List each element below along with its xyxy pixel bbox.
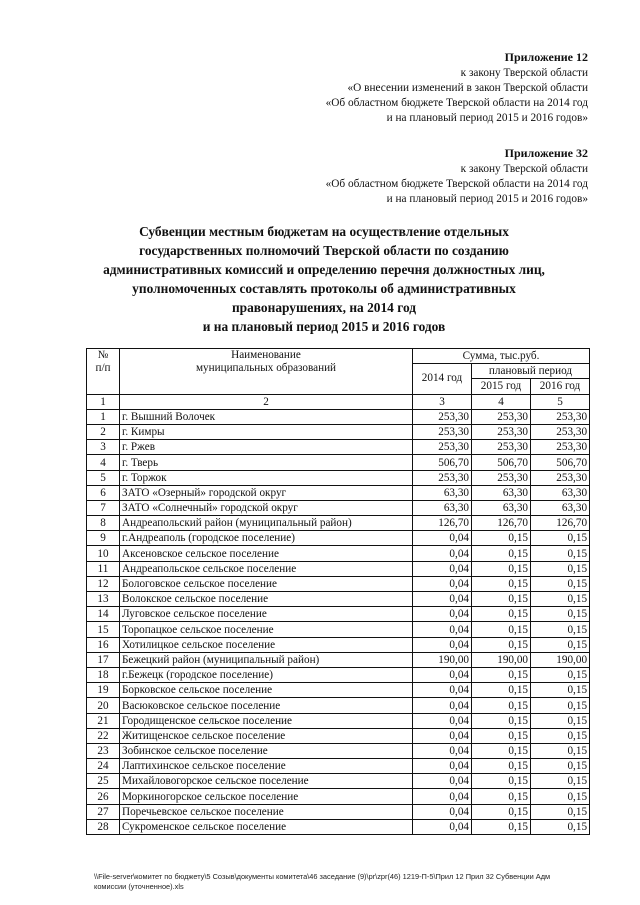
amount-2016: 0,15 — [531, 561, 590, 576]
amount-2016: 0,15 — [531, 622, 590, 637]
amount-2016: 0,15 — [531, 667, 590, 682]
amount-2016: 253,30 — [531, 409, 590, 424]
table-row — [87, 485, 590, 500]
row-number: 26 — [87, 789, 120, 804]
municipality-name: Васюковское сельское поселение — [120, 698, 413, 713]
amount-2014: 0,04 — [413, 561, 472, 576]
amount-2014: 0,04 — [413, 759, 472, 774]
municipality-name: Андреапольский район (муниципальный район) — [120, 516, 413, 531]
amount-2014: 0,04 — [413, 728, 472, 743]
amount-2016: 0,15 — [531, 531, 590, 546]
table-row — [87, 637, 590, 652]
amount-2016: 0,15 — [531, 743, 590, 758]
row-number: 13 — [87, 592, 120, 607]
row-number: 11 — [87, 561, 120, 576]
amount-2014: 253,30 — [413, 424, 472, 439]
table-row — [87, 424, 590, 439]
table-row — [87, 804, 590, 819]
header-planned-period: плановый период — [472, 364, 590, 379]
row-number: 23 — [87, 743, 120, 758]
amount-2015: 253,30 — [472, 470, 531, 485]
amount-2016: 63,30 — [531, 485, 590, 500]
amount-2014: 0,04 — [413, 774, 472, 789]
row-number: 3 — [87, 440, 120, 455]
amount-2016: 190,00 — [531, 652, 590, 667]
amount-2015: 0,15 — [472, 546, 531, 561]
amount-2015: 0,15 — [472, 607, 531, 622]
table-row — [87, 531, 590, 546]
municipality-name: г.Бежецк (городское поселение) — [120, 667, 413, 682]
amount-2016: 506,70 — [531, 455, 590, 470]
municipality-name: Луговское сельское поселение — [120, 607, 413, 622]
table-row — [87, 774, 590, 789]
amount-2016: 0,15 — [531, 576, 590, 591]
amount-2014: 0,04 — [413, 713, 472, 728]
municipality-name: Моркиногорское сельское поселение — [120, 789, 413, 804]
table-row — [87, 759, 590, 774]
table-row — [87, 683, 590, 698]
amount-2015: 0,15 — [472, 667, 531, 682]
amount-2016: 0,15 — [531, 607, 590, 622]
row-number: 21 — [87, 713, 120, 728]
row-number: 8 — [87, 516, 120, 531]
municipality-name: Сукроменское сельское поселение — [120, 819, 413, 834]
document-title — [88, 222, 560, 336]
municipality-name: Житищенское сельское поселение — [120, 728, 413, 743]
municipality-name: г. Тверь — [120, 455, 413, 470]
amount-2014: 0,04 — [413, 531, 472, 546]
appendix-32-heading: Приложение 32 — [504, 146, 588, 160]
amount-2015: 253,30 — [472, 424, 531, 439]
column-number: 5 — [531, 394, 590, 409]
amount-2016: 0,15 — [531, 804, 590, 819]
row-number: 28 — [87, 819, 120, 834]
municipality-name: г. Ржев — [120, 440, 413, 455]
amount-2014: 63,30 — [413, 485, 472, 500]
header-municipality-line2: муниципальных образований — [195, 362, 337, 374]
amount-2014: 190,00 — [413, 652, 472, 667]
amount-2014: 0,04 — [413, 667, 472, 682]
table-row — [87, 789, 590, 804]
row-number: 5 — [87, 470, 120, 485]
amount-2014: 0,04 — [413, 622, 472, 637]
amount-2016: 126,70 — [531, 516, 590, 531]
row-number: 7 — [87, 500, 120, 515]
amount-2014: 0,04 — [413, 743, 472, 758]
amount-2015: 63,30 — [472, 485, 531, 500]
row-number: 4 — [87, 455, 120, 470]
municipality-name: г. Кимры — [120, 424, 413, 439]
header-sum: Сумма, тыс.руб. — [413, 349, 590, 364]
row-number: 15 — [87, 622, 120, 637]
column-number: 2 — [120, 394, 413, 409]
amount-2014: 0,04 — [413, 546, 472, 561]
table-row — [87, 409, 590, 424]
amount-2016: 0,15 — [531, 637, 590, 652]
amount-2016: 253,30 — [531, 440, 590, 455]
amount-2016: 0,15 — [531, 713, 590, 728]
row-number: 12 — [87, 576, 120, 591]
table-row — [87, 470, 590, 485]
amount-2015: 0,15 — [472, 759, 531, 774]
municipality-name: г. Торжок — [120, 470, 413, 485]
amount-2016: 0,15 — [531, 698, 590, 713]
amount-2016: 0,15 — [531, 789, 590, 804]
municipality-name: Борковское сельское поселение — [120, 683, 413, 698]
amount-2014: 0,04 — [413, 683, 472, 698]
table-row — [87, 819, 590, 834]
row-number: 2 — [87, 424, 120, 439]
municipality-name: Аксеновское сельское поселение — [120, 546, 413, 561]
amount-2016: 0,15 — [531, 592, 590, 607]
table-row — [87, 576, 590, 591]
table-row — [87, 440, 590, 455]
title-line: административных комиссий и определению перечня должностных лиц, — [103, 262, 545, 277]
amount-2015: 0,15 — [472, 743, 531, 758]
row-number: 18 — [87, 667, 120, 682]
amount-2014: 253,30 — [413, 409, 472, 424]
amount-2015: 190,00 — [472, 652, 531, 667]
amount-2015: 0,15 — [472, 622, 531, 637]
column-number: 3 — [413, 394, 472, 409]
amount-2016: 0,15 — [531, 819, 590, 834]
amount-2015: 253,30 — [472, 409, 531, 424]
row-number: 9 — [87, 531, 120, 546]
amount-2015: 0,15 — [472, 576, 531, 591]
municipality-name: Волокское сельское поселение — [120, 592, 413, 607]
municipality-name: Городищенское сельское поселение — [120, 713, 413, 728]
amount-2015: 0,15 — [472, 774, 531, 789]
table-row — [87, 516, 590, 531]
amount-2015: 0,15 — [472, 637, 531, 652]
municipality-name: Бежецкий район (муниципальный район) — [120, 652, 413, 667]
amount-2015: 0,15 — [472, 592, 531, 607]
amount-2016: 253,30 — [531, 424, 590, 439]
amount-2015: 0,15 — [472, 804, 531, 819]
table-row — [87, 561, 590, 576]
header-2014: 2014 год — [413, 364, 472, 394]
municipality-name: Торопацкое сельское поселение — [120, 622, 413, 637]
amount-2015: 63,30 — [472, 500, 531, 515]
header-number — [87, 349, 120, 395]
municipality-name: Андреапольское сельское поселение — [120, 561, 413, 576]
municipality-name: ЗАТО «Солнечный» городской округ — [120, 500, 413, 515]
amount-2014: 0,04 — [413, 592, 472, 607]
title-line: государственных полномочий Тверской области по созданию — [139, 243, 509, 258]
amount-2014: 0,04 — [413, 576, 472, 591]
title-line: и на плановый период 2015 и 2016 годов — [202, 319, 446, 334]
table-row — [87, 652, 590, 667]
amount-2014: 63,30 — [413, 500, 472, 515]
row-number: 1 — [87, 409, 120, 424]
header-2016: 2016 год — [531, 379, 590, 394]
appendix-32-line: к закону Тверской области — [460, 163, 588, 175]
table-row — [87, 592, 590, 607]
row-number: 19 — [87, 683, 120, 698]
amount-2015: 0,15 — [472, 683, 531, 698]
amount-2014: 253,30 — [413, 470, 472, 485]
appendix-12-caption — [326, 50, 588, 126]
appendix-12-line: и на плановый период 2015 и 2016 годов» — [386, 112, 588, 124]
appendix-32-line: «Об областном бюджете Тверской области на 2014 год — [325, 178, 588, 190]
amount-2016: 0,15 — [531, 546, 590, 561]
municipality-name: Лаптихинское сельское поселение — [120, 759, 413, 774]
title-line: уполномоченных составлять протоколы об административных — [132, 281, 516, 296]
table-row — [87, 667, 590, 682]
header-municipality-line1: Наименование — [231, 349, 301, 361]
appendix-12-line: «О внесении изменений в закон Тверской области — [347, 82, 588, 94]
table-row — [87, 455, 590, 470]
amount-2015: 253,30 — [472, 440, 531, 455]
amount-2016: 63,30 — [531, 500, 590, 515]
subventions-table — [86, 348, 590, 835]
row-number: 14 — [87, 607, 120, 622]
amount-2014: 0,04 — [413, 698, 472, 713]
row-number: 27 — [87, 804, 120, 819]
row-number: 16 — [87, 637, 120, 652]
amount-2015: 0,15 — [472, 713, 531, 728]
table-row — [87, 698, 590, 713]
column-number: 1 — [87, 394, 120, 409]
title-line: правонарушениях, на 2014 год — [231, 300, 417, 315]
table-row — [87, 546, 590, 561]
amount-2014: 0,04 — [413, 637, 472, 652]
header-2015: 2015 год — [472, 379, 531, 394]
amount-2014: 506,70 — [413, 455, 472, 470]
table-row — [87, 622, 590, 637]
appendix-12-line: «Об областном бюджете Тверской области на 2014 год — [325, 97, 588, 109]
row-number: 24 — [87, 759, 120, 774]
amount-2015: 0,15 — [472, 561, 531, 576]
header-number-line2: п/п — [95, 362, 111, 374]
municipality-name: Бологовское сельское поселение — [120, 576, 413, 591]
municipality-name: ЗАТО «Озерный» городской округ — [120, 485, 413, 500]
row-number: 6 — [87, 485, 120, 500]
header-number-line1: № — [97, 349, 109, 361]
row-number: 20 — [87, 698, 120, 713]
table-row — [87, 500, 590, 515]
title-line: Субвенции местным бюджетам на осуществление отдельных — [139, 224, 509, 239]
amount-2014: 0,04 — [413, 804, 472, 819]
row-number: 22 — [87, 728, 120, 743]
row-number: 25 — [87, 774, 120, 789]
amount-2014: 126,70 — [413, 516, 472, 531]
amount-2014: 0,04 — [413, 819, 472, 834]
amount-2015: 0,15 — [472, 819, 531, 834]
amount-2016: 0,15 — [531, 774, 590, 789]
amount-2015: 126,70 — [472, 516, 531, 531]
appendix-12-heading: Приложение 12 — [504, 50, 588, 64]
amount-2014: 0,04 — [413, 607, 472, 622]
municipality-name: Поречьевское сельское поселение — [120, 804, 413, 819]
municipality-name: Хотилицкое сельское поселение — [120, 637, 413, 652]
table-row — [87, 728, 590, 743]
amount-2016: 0,15 — [531, 683, 590, 698]
table-row — [87, 713, 590, 728]
table-row — [87, 607, 590, 622]
file-path-footer — [94, 872, 550, 891]
appendix-32-caption — [326, 146, 588, 207]
appendix-12-line: к закону Тверской области — [460, 67, 588, 79]
row-number: 17 — [87, 652, 120, 667]
amount-2014: 0,04 — [413, 789, 472, 804]
municipality-name: г.Андреаполь (городское поселение) — [120, 531, 413, 546]
amount-2015: 0,15 — [472, 531, 531, 546]
amount-2016: 0,15 — [531, 759, 590, 774]
municipality-name: Зобинское сельское поселение — [120, 743, 413, 758]
amount-2015: 506,70 — [472, 455, 531, 470]
amount-2015: 0,15 — [472, 789, 531, 804]
footer-line: \\File-server\комитет по бюджету\5 Созыв\документы комитета\46 заседание (9)\pr\zpr(46) 1219-П-5\Прил 12 Прил 32 Субвенции Адм — [94, 872, 551, 881]
amount-2014: 253,30 — [413, 440, 472, 455]
appendix-32-line: и на плановый период 2015 и 2016 годов» — [386, 193, 588, 205]
column-number: 4 — [472, 394, 531, 409]
amount-2015: 0,15 — [472, 728, 531, 743]
amount-2016: 0,15 — [531, 728, 590, 743]
header-municipality — [120, 349, 413, 395]
municipality-name: Михайловогорское сельское поселение — [120, 774, 413, 789]
row-number: 10 — [87, 546, 120, 561]
amount-2015: 0,15 — [472, 698, 531, 713]
table-row — [87, 743, 590, 758]
municipality-name: г. Вышний Волочек — [120, 409, 413, 424]
footer-line: комиссии (уточненное).xls — [94, 881, 184, 891]
amount-2016: 253,30 — [531, 470, 590, 485]
